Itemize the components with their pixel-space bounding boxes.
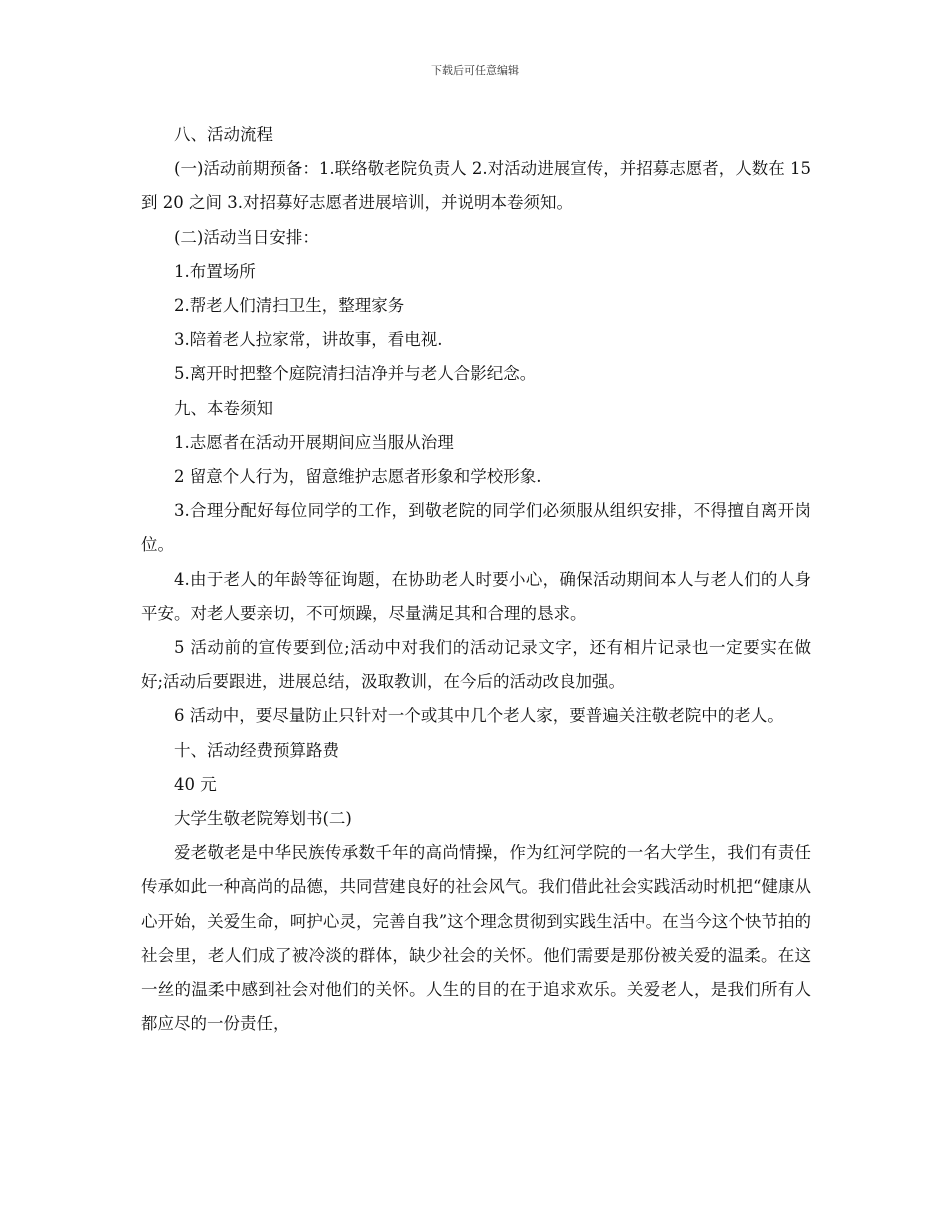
paragraph: (一)活动前期预备：1.联络敬老院负责人 2.对活动进展宣传，并招募志愿者，人数在 15 到 20 之间 3.对招募好志愿者进展培训，并说明本卷须知。 [141, 159, 811, 213]
list-item: 1.布置场所 [174, 261, 256, 281]
document-title: 大学生敬老院筹划书(二) [174, 809, 352, 829]
paragraph: 40 元 [174, 774, 217, 794]
list-item: 5.离开时把整个庭院清扫洁净并与老人合影纪念。 [174, 364, 537, 384]
section-heading: 八、活动流程 [174, 125, 273, 144]
list-item: 2.帮老人们清扫卫生，整理家务 [174, 296, 405, 316]
paragraph: (二)活动当日安排： [174, 227, 319, 247]
list-item: 3.陪着老人拉家常，讲故事，看电视. [174, 330, 443, 350]
section-heading: 十、活动经费预算路费 [174, 740, 339, 760]
document-body [141, 118, 811, 1041]
list-item: 6 活动中，要尽量防止只针对一个或其中几个老人家，要普遍关注敬老院中的老人。 [174, 706, 784, 726]
list-item: 3.合理分配好每位同学的工作，到敬老院的同学们必须服从组织安排，不得擅自离开岗位。 [141, 501, 811, 555]
page-header: 下载后可任意编辑 [431, 64, 519, 77]
list-item: 1.志愿者在活动开展期间应当服从治理 [174, 432, 454, 452]
list-item: 5 活动前的宣传要到位;活动中对我们的活动记录文字，还有相片记录也一定要实在做好;活动后要跟进，进展总结，汲取教训，在今后的活动改良加强。 [141, 638, 811, 692]
list-item: 2 留意个人行为，留意维护志愿者形象和学校形象. [174, 467, 542, 487]
list-item: 4.由于老人的年龄等征询题，在协助老人时要小心，确保活动期间本人与老人们的人身平安。对老人要亲切，不可烦躁，尽量满足其和合理的恳求。 [141, 569, 811, 623]
paragraph: 爱老敬老是中华民族传承数千年的高尚情操，作为红河学院的一名大学生，我们有责任传承如此一种高尚的品德，共同营建良好的社会风气。我们借此社会实践活动时机把“健康从心开始，关爱生命，呵护心灵，完善自我”这个理念贯彻到实践生活中。在当今这个快节拍的社会里，老人们成了被冷淡的群体，缺少社会的关怀。他们需要是那份被关爱的温柔。在这一丝的温柔中感到社会对他们的关怀。人生的目的在于追求欢乐。关爱老人，是我们所有人都应尽的一份责任， [141, 843, 811, 1034]
section-heading: 九、本卷须知 [174, 398, 273, 418]
